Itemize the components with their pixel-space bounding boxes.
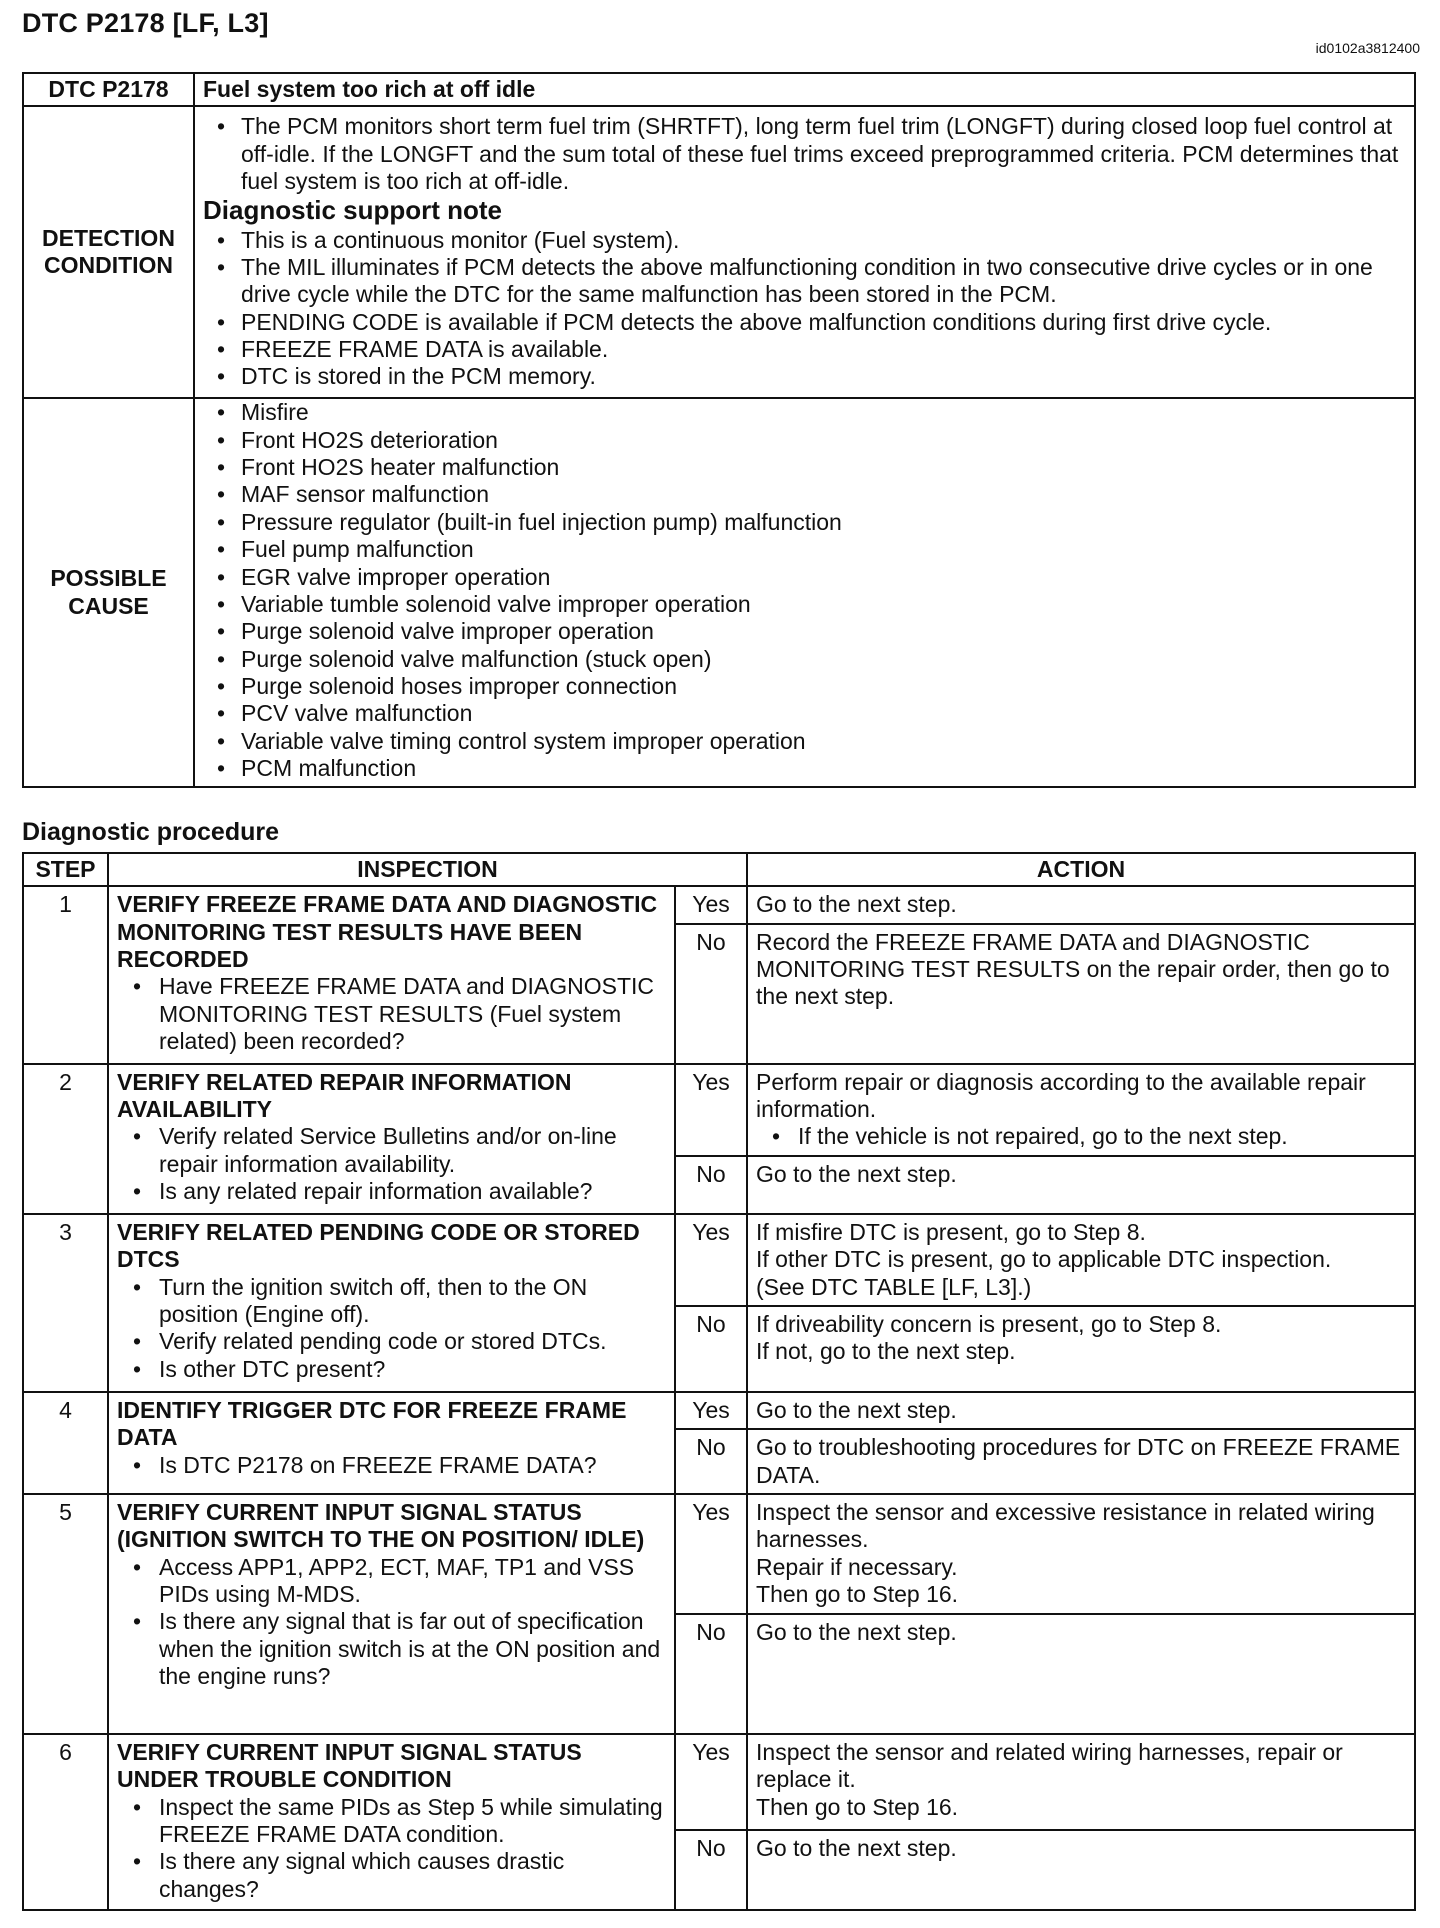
step-inspection (108, 1494, 675, 1734)
list-item: • Is other DTC present? (117, 1356, 666, 1383)
detection-content (194, 106, 1415, 398)
no-label: No (675, 1156, 747, 1214)
action-line: If misfire DTC is present, go to Step 8. (756, 1218, 1146, 1245)
list-item: • Is DTC P2178 on FREEZE FRAME DATA? (117, 1452, 666, 1479)
list-item: • Verify related Service Bulletins and/or on-line repair information availability. (117, 1123, 666, 1178)
no-action: Go to the next step. (747, 1614, 1415, 1734)
dtc-table (22, 72, 1416, 788)
step-number: 3 (23, 1214, 108, 1392)
step-title: VERIFY CURRENT INPUT SIGNAL STATUS UNDER TROUBLE CONDITION (117, 1738, 582, 1793)
list-item: • Fuel pump malfunction (203, 536, 1406, 563)
list-item: • Is there any signal which causes drastic changes? (117, 1848, 666, 1903)
yes-action (747, 1734, 1415, 1830)
list-item: • Is there any signal that is far out of specification when the ignition switch is at the ON position and the engine runs? (117, 1608, 666, 1690)
step-number: 6 (23, 1734, 108, 1910)
cause-row (23, 398, 1415, 787)
procedure-header-row (23, 853, 1415, 886)
detection-intro: • The PCM monitors short term fuel trim (SHRTFT), long term fuel trim (LONGFT) during closed loop fuel control at off-idle. If the LONGFT and the sum total of these fuel trims exceed preprogrammed criteria. PCM determines that fuel system is too rich at off-idle. (203, 113, 1406, 195)
list-item: • Purge solenoid valve malfunction (stuck open) (203, 646, 1406, 673)
step-title: VERIFY RELATED PENDING CODE OR STORED DTCS (117, 1218, 640, 1273)
procedure-table (22, 852, 1416, 1911)
col-action: ACTION (747, 853, 1415, 886)
action-line: If driveability concern is present, go to Step 8. (756, 1310, 1222, 1337)
table-row (23, 886, 1415, 923)
action-line: Then go to Step 16. (756, 1793, 959, 1820)
list-item: • Access APP1, APP2, ECT, MAF, TP1 and VSS PIDs using M-MDS. (117, 1554, 666, 1609)
table-row (23, 1494, 1415, 1614)
list-item: • Variable valve timing control system improper operation (203, 728, 1406, 755)
table-row (23, 1392, 1415, 1429)
list-item: • Is any related repair information available? (117, 1178, 666, 1205)
step-number: 5 (23, 1494, 108, 1734)
detection-row (23, 106, 1415, 398)
yes-label: Yes (675, 886, 747, 923)
list-item: • Front HO2S heater malfunction (203, 454, 1406, 481)
list-item: • This is a continuous monitor (Fuel system). (203, 227, 1406, 254)
no-action: Go to troubleshooting procedures for DTC on FREEZE FRAME DATA. (747, 1429, 1415, 1494)
list-item: • Turn the ignition switch off, then to the ON position (Engine off). (117, 1274, 666, 1329)
list-item: • Variable tumble solenoid valve improper operation (203, 591, 1406, 618)
action-line: If not, go to the next step. (756, 1338, 1016, 1365)
yes-action: Go to the next step. (747, 1392, 1415, 1429)
action-line: Repair if necessary. (756, 1553, 958, 1580)
action-line: Inspect the sensor and excessive resistance in related wiring harnesses. (756, 1498, 1375, 1553)
list-item: • FREEZE FRAME DATA is available. (203, 336, 1406, 363)
list-item: • The MIL illuminates if PCM detects the above malfunctioning condition in two consecutive drive cycles or in one drive cycle while the DTC for the same malfunction has been stored in the PCM. (203, 254, 1406, 309)
step-inspection (108, 886, 675, 1063)
dtc-code: DTC P2178 (23, 73, 194, 106)
list-item: • Verify related pending code or stored DTCs. (117, 1328, 666, 1355)
list-item: • Front HO2S deterioration (203, 427, 1406, 454)
detection-label: DETECTION CONDITION (23, 106, 194, 398)
step-inspection (108, 1734, 675, 1910)
list-item: • Inspect the same PIDs as Step 5 while simulating FREEZE FRAME DATA condition. (117, 1794, 666, 1849)
dtc-header-row (23, 73, 1415, 106)
list-item: • DTC is stored in the PCM memory. (203, 363, 1406, 390)
cause-label: POSSIBLE CAUSE (23, 398, 194, 787)
step-inspection (108, 1064, 675, 1214)
yes-action (747, 1064, 1415, 1156)
yes-label: Yes (675, 1214, 747, 1306)
support-note-heading: Diagnostic support note (203, 195, 502, 226)
list-item: • Purge solenoid valve improper operation (203, 618, 1406, 645)
step-inspection (108, 1214, 675, 1392)
no-label: No (675, 1429, 747, 1494)
step-title: VERIFY CURRENT INPUT SIGNAL STATUS (IGNITION SWITCH TO THE ON POSITION/ IDLE) (117, 1498, 645, 1553)
step-title: VERIFY FREEZE FRAME DATA AND DIAGNOSTIC MONITORING TEST RESULTS HAVE BEEN RECORDED (117, 891, 658, 973)
yes-label: Yes (675, 1734, 747, 1830)
list-item: • Have FREEZE FRAME DATA and DIAGNOSTIC MONITORING TEST RESULTS (Fuel system related) been recorded? (117, 973, 666, 1055)
step-number: 1 (23, 886, 108, 1063)
no-action: Go to the next step. (747, 1156, 1415, 1214)
col-step: STEP (23, 853, 108, 886)
yes-action: Go to the next step. (747, 886, 1415, 923)
yes-action-text: Perform repair or diagnosis according to the available repair information. (756, 1068, 1366, 1123)
yes-label: Yes (675, 1494, 747, 1614)
list-item: • Pressure regulator (built-in fuel injection pump) malfunction (203, 509, 1406, 536)
list-item: • PCM malfunction (203, 755, 1406, 782)
step-number: 4 (23, 1392, 108, 1494)
step-inspection (108, 1392, 675, 1494)
step-title: IDENTIFY TRIGGER DTC FOR FREEZE FRAME DATA (117, 1396, 627, 1451)
step-title: VERIFY RELATED REPAIR INFORMATION AVAILABILITY (117, 1068, 572, 1123)
yes-action (747, 1494, 1415, 1614)
action-line: Inspect the sensor and related wiring harnesses, repair or replace it. (756, 1738, 1343, 1793)
table-row (23, 1064, 1415, 1156)
no-action: Record the FREEZE FRAME DATA and DIAGNOSTIC MONITORING TEST RESULTS on the repair order, then go to the next step. (747, 924, 1415, 1064)
list-item: • MAF sensor malfunction (203, 481, 1406, 508)
cause-content (194, 398, 1415, 787)
step-number: 2 (23, 1064, 108, 1214)
list-item: • PENDING CODE is available if PCM detects the above malfunction conditions during first drive cycle. (203, 309, 1406, 336)
dtc-description: Fuel system too rich at off idle (194, 73, 1415, 106)
no-label: No (675, 924, 747, 1064)
col-inspection: INSPECTION (108, 853, 747, 886)
list-item: • EGR valve improper operation (203, 564, 1406, 591)
page-title: DTC P2178 [LF, L3] (22, 8, 269, 38)
no-action (747, 1306, 1415, 1392)
list-item: • PCV valve malfunction (203, 700, 1406, 727)
table-row (23, 1214, 1415, 1306)
yes-label: Yes (675, 1392, 747, 1429)
list-item: • If the vehicle is not repaired, go to the next step. (756, 1123, 1406, 1150)
no-label: No (675, 1830, 747, 1910)
no-label: No (675, 1306, 747, 1392)
causes-list (203, 399, 1406, 782)
support-notes-list (203, 227, 1406, 391)
action-line: Then go to Step 16. (756, 1581, 959, 1608)
table-row (23, 1734, 1415, 1830)
document-id: id0102a3812400 (1315, 40, 1420, 56)
no-label: No (675, 1614, 747, 1734)
yes-action (747, 1214, 1415, 1306)
no-action: Go to the next step. (747, 1830, 1415, 1910)
list-item: • Purge solenoid hoses improper connection (203, 673, 1406, 700)
action-line: (See DTC TABLE [LF, L3].) (756, 1273, 1032, 1300)
list-item: • Misfire (203, 399, 1406, 426)
procedure-heading: Diagnostic procedure (22, 818, 279, 846)
yes-label: Yes (675, 1064, 747, 1156)
action-line: If other DTC is present, go to applicable DTC inspection. (756, 1246, 1332, 1273)
